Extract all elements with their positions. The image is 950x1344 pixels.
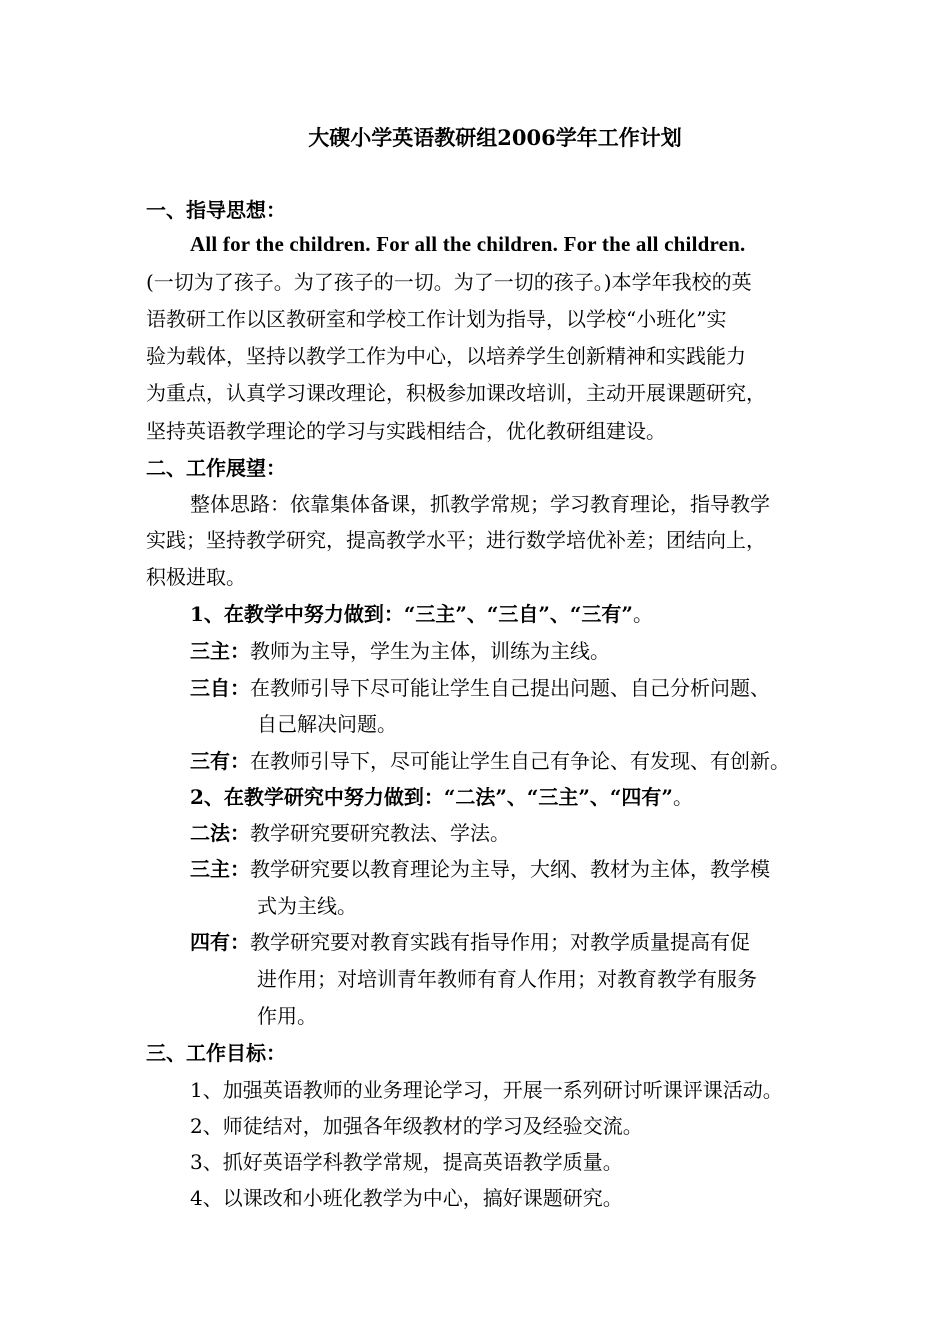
paragraph-line: 整体思路：依靠集体备课，抓教学常规；学习教育理论，指导教学 [190, 492, 770, 516]
term-text: 在教师引导下，尽可能让学生自己有争论、有发现、有创新。 [250, 749, 790, 773]
term-row-erfa [190, 815, 860, 852]
section-heading-guiding-thought: 一、指导思想： [146, 198, 286, 222]
term-label: 三有： [190, 749, 250, 773]
english-motto: All for the children. For all the children. For the all children. [190, 232, 746, 256]
term-continuation: 自己解决问题。 [257, 712, 397, 736]
term-label: 三主： [190, 639, 250, 663]
list-item: 2、师徒结对，加强各年级教材的学习及经验交流。 [190, 1114, 643, 1138]
term-text: 教学研究要以教育理论为主导，大纲、教材为主体，教学模 [250, 857, 770, 881]
item-heading-teaching [190, 596, 860, 633]
term-continuation: 作用。 [257, 1004, 317, 1028]
item-heading-research [190, 779, 860, 816]
list-item: 3、抓好英语学科教学常规，提高英语教学质量。 [190, 1150, 623, 1174]
term-label: 三自： [190, 676, 250, 700]
section-heading-work-outlook: 二、工作展望： [146, 456, 286, 480]
paragraph-line: 积极进取。 [146, 565, 246, 589]
term-label: 二法： [190, 821, 250, 845]
term-row-sanzhu [190, 633, 860, 670]
term-text: 教师为主导，学生为主体，训练为主线。 [250, 639, 610, 663]
document-title: 大碶小学英语教研组2006学年工作计划 [308, 125, 682, 150]
term-row-siyou [190, 924, 860, 961]
term-row-sanzi [190, 670, 860, 707]
item-heading-end: 。 [632, 602, 653, 626]
term-label: 四有： [190, 930, 250, 954]
paragraph-line: 坚持英语教学理论的学习与实践相结合，优化教研组建设。 [146, 419, 666, 443]
item-heading-text: 2、在教学研究中努力做到：“二法”、“三主”、“四有” [190, 785, 673, 809]
list-item: 4、以课改和小班化教学为中心，搞好课题研究。 [190, 1186, 623, 1210]
section-heading-work-goals: 三、工作目标： [146, 1041, 286, 1065]
paragraph-line: 验为载体，坚持以教学工作为中心，以培养学生创新精神和实践能力 [146, 344, 746, 368]
term-text: 教学研究要对教育实践有指导作用；对教学质量提高有促 [250, 930, 750, 954]
list-item: 1、加强英语教师的业务理论学习，开展一系列研讨听课评课活动。 [190, 1078, 783, 1102]
term-text: 在教师引导下尽可能让学生自己提出问题、自己分析问题、 [250, 676, 770, 700]
paragraph-line: 为重点，认真学习课改理论，积极参加课改培训，主动开展课题研究， [146, 381, 766, 405]
paragraph-line: (一切为了孩子。为了孩子的一切。为了一切的孩子。)本学年我校的英 [146, 270, 752, 294]
item-heading-text: 1、在教学中努力做到：“三主”、“三自”、“三有” [190, 602, 633, 626]
term-row-sanzhu-research [190, 851, 860, 888]
item-heading-end: 。 [672, 785, 693, 809]
paragraph-line: 实践；坚持教学研究，提高教学水平；进行数学培优补差；团结向上， [146, 528, 766, 552]
term-continuation: 进作用；对培训青年教师有育人作用；对教育教学有服务 [257, 967, 757, 991]
term-label: 三主： [190, 857, 250, 881]
term-continuation: 式为主线。 [257, 894, 357, 918]
term-row-sanyou [190, 743, 860, 780]
term-text: 教学研究要研究教法、学法。 [250, 821, 510, 845]
paragraph-line: 语教研工作以区教研室和学校工作计划为指导，以学校“小班化”实 [146, 307, 727, 331]
